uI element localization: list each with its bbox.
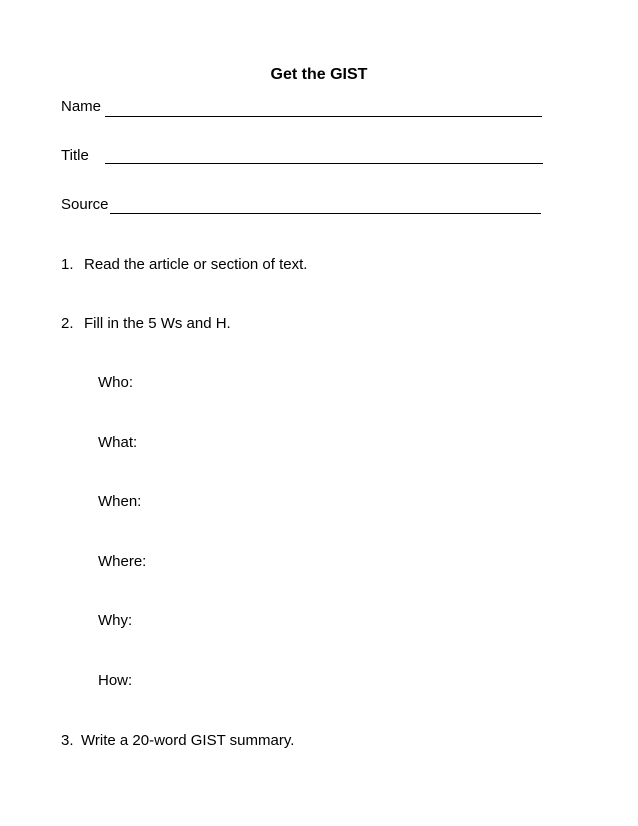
title-label: Title — [61, 147, 89, 164]
step-2 — [61, 315, 231, 332]
question-when: When: — [98, 493, 142, 510]
step-text: Write a 20-word GIST summary. — [81, 732, 295, 749]
source-field-line[interactable] — [110, 213, 541, 214]
step-number: 1. — [61, 256, 74, 273]
question-who: Who: — [98, 374, 134, 391]
title-field-line[interactable] — [105, 163, 543, 164]
page-title: Get the GIST — [270, 66, 368, 83]
question-what: What: — [98, 434, 138, 451]
source-label: Source — [61, 196, 109, 213]
step-number: 3. — [61, 732, 74, 749]
name-label: Name — [61, 98, 102, 115]
step-3 — [61, 732, 294, 749]
question-why: Why: — [98, 612, 133, 629]
step-number: 2. — [61, 315, 74, 332]
question-how: How: — [98, 672, 133, 689]
step-1 — [61, 256, 307, 273]
step-text: Fill in the 5 Ws and H. — [84, 315, 231, 332]
step-text: Read the article or section of text. — [84, 256, 308, 273]
question-where: Where: — [98, 553, 147, 570]
name-field-line[interactable] — [105, 116, 542, 117]
